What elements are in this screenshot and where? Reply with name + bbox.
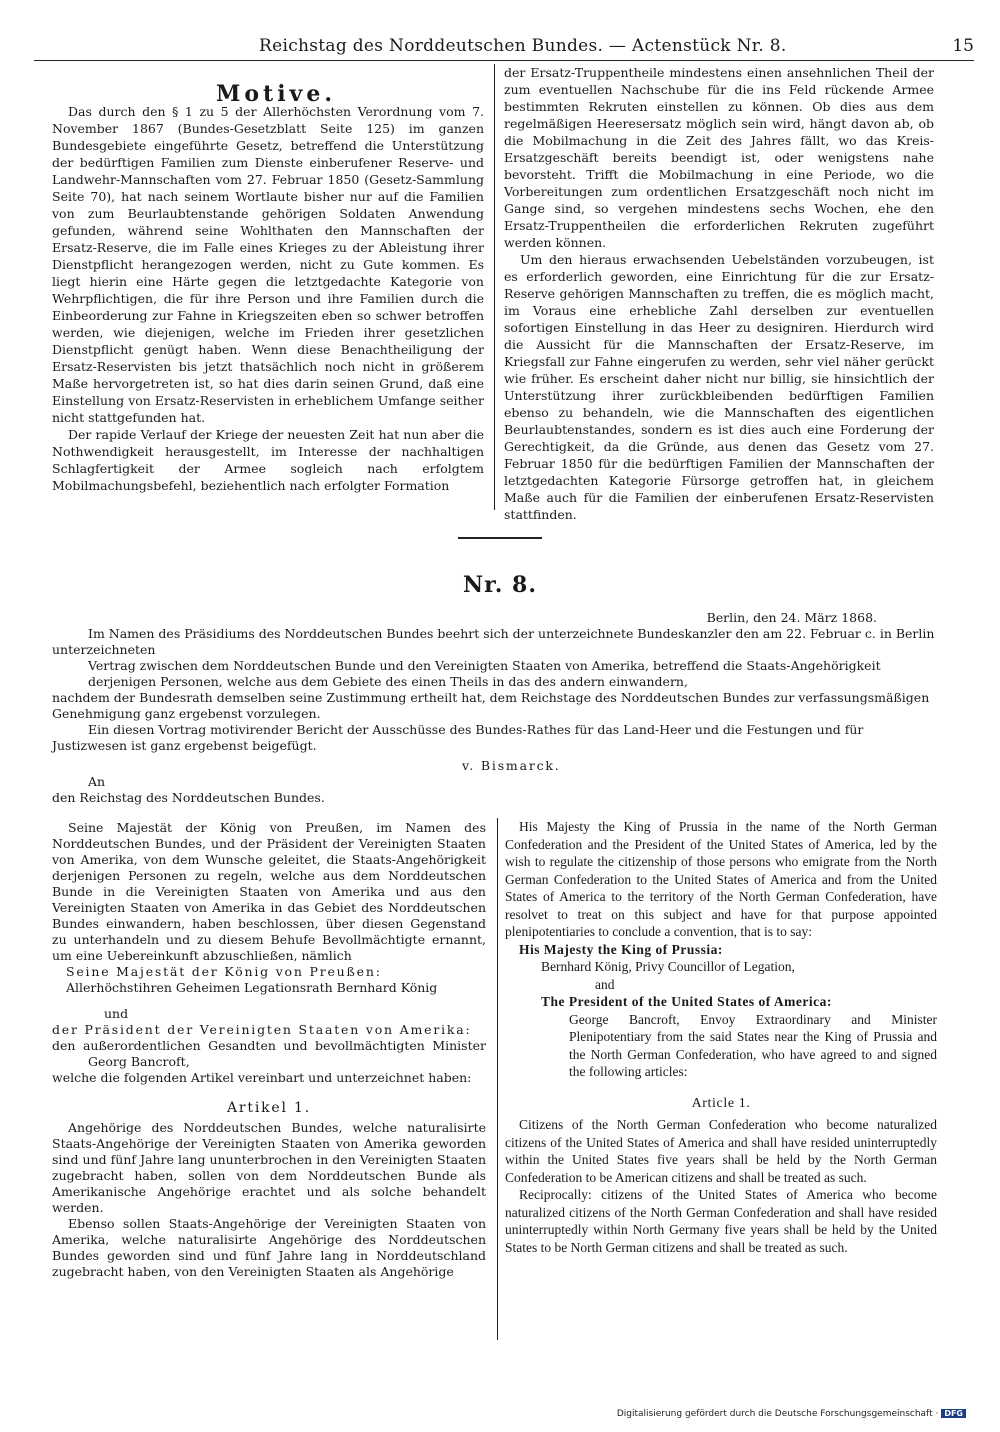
und-line: und	[104, 1006, 129, 1021]
digitization-credit	[617, 1409, 966, 1419]
treaty-english-column	[505, 818, 937, 1256]
article-heading-de: Artikel 1.	[227, 1100, 311, 1116]
dfg-logo: DFG	[941, 1409, 966, 1418]
plenipotentiary-de: Allerhöchstihren Geheimen Legationsrath Bernhard König	[66, 980, 438, 995]
letter-paragraph: Im Namen des Präsidiums des Norddeutschen Bundes beehrt sich der unterzeichnete Bundeskanzler den am 22. Februar c. in Berlin unterzeichneten	[52, 626, 935, 657]
president-line-en: The President of the United States of America:	[541, 994, 832, 1009]
king-line-en: His Majesty the King of Prussia:	[519, 941, 723, 957]
article-paragraph-de: Ebenso sollen Staats-Angehörige der Vereinigten Staaten von Amerika, welche naturalisirte Angehörige des Norddeutschen Bundes geworden sind und fünf Jahre lang in Norddeutschland zugebracht haben, von den Vereinigten Staaten als Angehörige	[52, 1216, 486, 1279]
addressee: An	[88, 774, 106, 789]
motive-right-column	[504, 64, 934, 523]
dateline: Berlin, den 24. März 1868.	[706, 610, 877, 625]
signature: v. Bismarck.	[462, 758, 561, 773]
motive-heading: Motive.	[216, 81, 336, 107]
header-title: Reichstag des Norddeutschen Bundes. — Actenstück Nr. 8.	[259, 36, 787, 56]
motive-paragraph: Der rapide Verlauf der Kriege der neuesten Zeit hat nun aber die Nothwendigkeit herausgestellt, im Interesse der nachhaltigen Schlagfertigkeit der Armee sogleich nach erfolgtem Mobilmachungsbefehl, beziehentlich nach erfolgter Formation	[52, 427, 484, 493]
and-line: and	[595, 976, 615, 992]
motive-left-column	[52, 81, 484, 494]
column-divider-bottom	[497, 818, 498, 1340]
credit-text: Digitalisierung gefördert durch die Deutsche Forschungsgemeinschaft ·	[616, 1409, 939, 1419]
president-line-de: der Präsident der Vereinigten Staaten von Amerika:	[52, 1022, 472, 1037]
article-heading-en: Article 1.	[691, 1095, 751, 1111]
plenipotentiary-en: Bernhard König, Privy Councillor of Legation,	[541, 959, 795, 974]
treaty-preamble-de: Seine Majestät der König von Preußen, im Namen des Norddeutschen Bundes, und der Präsident der Vereinigten Staaten von Amerika, von dem Wunsche geleitet, die Staats-Angehörigkeit derjenigen Personen zu regeln, welche aus dem Norddeutschen Bunde in die Vereinigten Staaten von Amerika und aus den Vereinigten Staaten von Amerika in das Gebiet des Norddeutschen Bundes einwandern, haben beschlossen, über diesen Gegenstand zu unterhandeln und zu diesem Behufe Bevollmächtigte ernannt, um eine Uebereinkunft abzuschließen, nämlich	[52, 820, 486, 963]
cover-letter	[52, 610, 937, 806]
motive-paragraph: Um den hieraus erwachsenden Uebelständen vorzubeugen, ist es erforderlich geworden, eine Einrichtung für die zur Ersatz-Reserve gehörigen Mannschaften zu treffen, die es möglich macht, im Voraus eine erhebliche Zahl derselben zur eventuellen sofortigen Einstellung in das Heer zu designiren. Hierdurch wird die Aussicht für die Mannschaften der Ersatz-Reserve, im Kriegsfall zur Fahne eingerufen zu werden, sehr viel näher gerückt wie früher. Es erscheint daher nicht nur billig, sie hinsichtlich der Unterstützung ihrer zurückbleibenden bedürftigen Familien ebenso zu behandeln, wie die Mannschaften des eigentlichen Beurlaubtenstandes, sondern es ist dies auch eine Forderung der Gerechtigkeit, da die Gründe, aus denen das Gesetz vom 27. Februar 1850 für die bedürftigen Familien der Mannschaften der letztgedachten Kategorie Fürsorge getroffen hat, in gleichem Maße auch für die Familien der einberufenen Ersatz-Reservisten stattfinden.	[504, 252, 934, 522]
article-paragraph-en: Citizens of the North German Confederation who become naturalized citizens of the United States of America and shall have resided uninterruptedly within the United States five years shall be held by the North German Confederation to be American citizens and shall be treated as such.	[505, 1117, 937, 1185]
header-rule	[34, 60, 974, 61]
letter-paragraph: Ein diesen Vortrag motivirender Bericht der Ausschüsse des Bundes-Rathes für das Land-Heer und die Festungen und für Justizwesen ist ganz ergebenst beigefügt.	[52, 722, 864, 753]
page-number: 15	[952, 36, 974, 56]
section-divider	[458, 537, 542, 539]
running-header	[34, 36, 974, 58]
treaty-preamble-en: His Majesty the King of Prussia in the name of the North German Confederation and the President of the United States of America, led by the wish to regulate the citizenship of those persons who emigrate from the North German Confederation to the United States of America and from the United States of America to the territory of the North German Confederation, have resolvet to treat on this subject and have for that purpose appointed plenipotentiaries to conclude a convention, that is to say:	[505, 819, 937, 939]
addressee: den Reichstag des Norddeutschen Bundes.	[52, 790, 325, 805]
motive-paragraph: der Ersatz-Truppentheile mindestens einen ansehnlichen Theil der zum eventuellen Nachschube für die ins Feld rückende Armee bestimmten Rekruten einstellen zu können. Ob dies aus dem regelmäßigen Heeresersatz möglich sein wird, hängt davon ab, ob die Mobilmachung in die Zeit des Jahres fällt, wo das Kreis-Ersatzgeschäft bereits beendigt ist, oder wenigstens nahe bevorsteht. Trifft die Mobilmachung in eine Periode, wo die Vorbereitungen zum ordentlichen Ersatzgeschäft noch nicht im Gange sind, so vergehen mindestens sechs Wochen, ehe den Ersatz-Truppentheilen die erforderlichen Rekruten zugeführt werden können.	[504, 65, 934, 250]
closing-de: welche die folgenden Artikel vereinbart und unterzeichnet haben:	[52, 1070, 472, 1085]
plenipotentiary-en: George Bancroft, Envoy Extraordinary and Minister Plenipotentiary from the said States near the King of Prussia and the North German Confederation, who have agreed to and signed the following articles:	[569, 1011, 937, 1079]
treaty-title: Vertrag zwischen dem Norddeutschen Bunde und den Vereinigten Staaten von Amerika, betreffend die Staats-Angehörigkeit derjenigen Personen, welche aus dem Gebiete des einen Theils in das des andern einwandern,	[88, 658, 881, 689]
letter-paragraph: nachdem der Bundesrath demselben seine Zustimmung ertheilt hat, dem Reichstage des Norddeutschen Bundes zur verfassungsmäßigen Genehmigung ganz ergebenst vorzulegen.	[52, 690, 930, 721]
treaty-german-column	[52, 820, 486, 1280]
document-number-heading: Nr. 8.	[463, 572, 537, 598]
king-line-de: Seine Majestät der König von Preußen:	[66, 964, 382, 979]
article-paragraph-en: Reciprocally: citizens of the United States of America who become naturalized citizens of the North German Confederation and shall have resided uninterruptedly within North Germany five years shall be held by the United States to be North German citizens and shall be treated as such.	[505, 1187, 937, 1255]
plenipotentiary-de: den außerordentlichen Gesandten und bevollmächtigten Minister Georg Bancroft,	[52, 1038, 486, 1069]
article-paragraph-de: Angehörige des Norddeutschen Bundes, welche naturalisirte Staats-Angehörige der Vereinigten Staaten von Amerika geworden sind und fünf Jahre lang ununterbrochen in den Vereinigten Staaten zugebracht haben, sollen von dem Norddeutschen Bunde als Amerikanische Angehörige erachtet und als solche behandelt werden.	[52, 1120, 486, 1215]
column-divider-top	[494, 64, 495, 510]
motive-paragraph: Das durch den § 1 zu 5 der Allerhöchsten Verordnung vom 7. November 1867 (Bundes-Gesetzblatt Seite 125) im ganzen Bundesgebiete eingeführte Gesetz, betreffend die Unterstützung der bedürftigen Familien zum Dienste einberufener Reserve- und Landwehr-Mannschaften vom 27. Februar 1850 (Gesetz-Sammlung Seite 70), hat nach seinem Wortlaute bisher nur auf die Familien von zum Beurlaubtenstande gehörigen Soldaten Anwendung gefunden, während seine Wohlthaten den Mannschaften der Ersatz-Reserve, die im Falle eines Krieges zu der Ableistung ihrer Dienstpflicht herangezogen werden, nicht zu Gute kommen. Es liegt hierin eine Härte gegen die letztgedachte Kategorie von Wehrpflichtigen, die für ihre Person und ihre Familien durch die Einbeorderung zur Fahne in Kriegszeiten eben so schwer betroffen werden, wie diejenigen, welche im Frieden ihrer gesetzlichen Dienstpflicht genügt haben. Wenn diese Benachtheiligung der Ersatz-Reservisten bis jetzt thatsächlich noch nicht in größerem Maße hervorgetreten ist, so hat dies darin seinen Grund, daß eine Einstellung von Ersatz-Reservisten in erheblichem Umfange seither nicht stattgefunden hat.	[52, 104, 484, 425]
